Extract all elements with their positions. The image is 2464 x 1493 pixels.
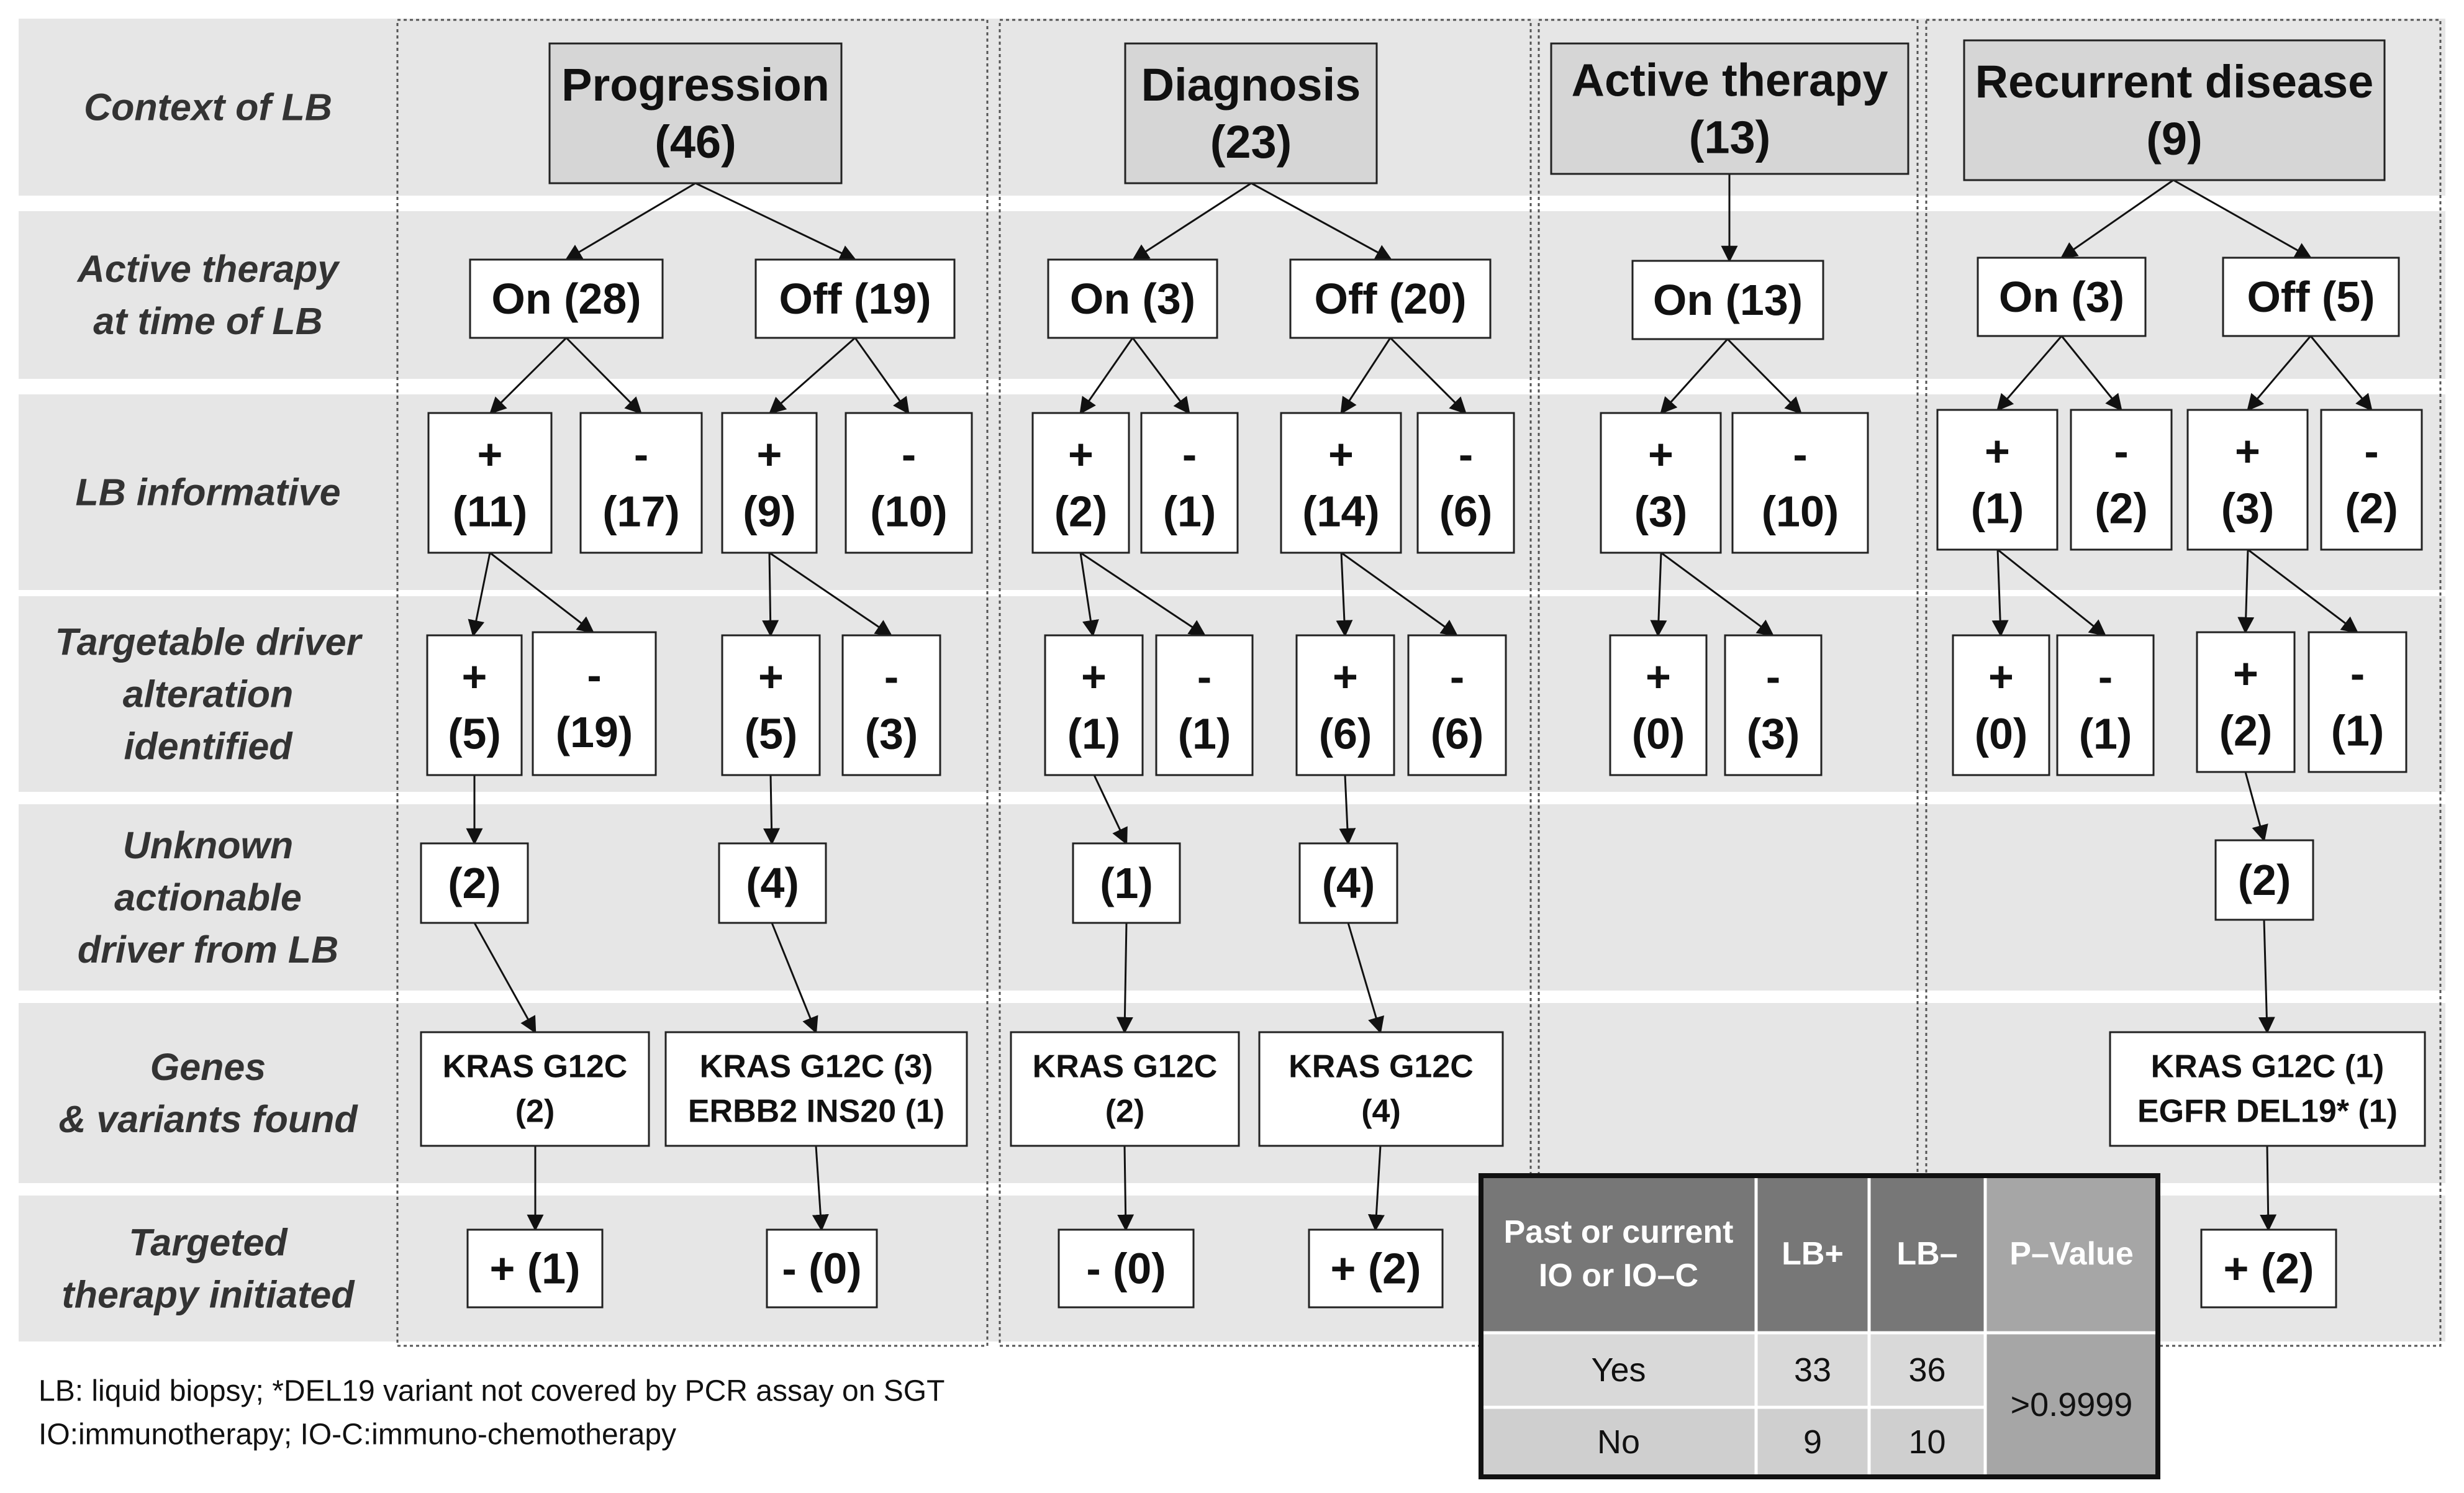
node-a-on-i-neg <box>1732 413 1868 553</box>
node-text-p-on-i-pos-1: + <box>477 430 503 479</box>
node-text-d-on-t-neg-1: - <box>1197 652 1212 701</box>
node-p-on-t-pos <box>427 635 522 775</box>
node-p-off-i-pos <box>722 413 817 553</box>
node-text-d-off-t-neg-2: (6) <box>1430 709 1484 758</box>
node-text-p-on-g-2: (2) <box>515 1093 555 1130</box>
footnote-1: LB: liquid biopsy; *DEL19 variant not covered by PCR assay on SGT <box>38 1374 945 1408</box>
node-text-p-off-g-2: ERBB2 INS20 (1) <box>687 1093 945 1130</box>
node-text-prog-2: (46) <box>654 116 736 168</box>
node-text-d-off-g-1: KRAS G12C <box>1289 1048 1474 1085</box>
node-p-on-x <box>468 1230 602 1307</box>
node-p-off-i-neg <box>846 413 972 553</box>
node-text-r-on-t-pos-2: (0) <box>1974 709 2028 758</box>
row-label-5-2: actionable <box>114 876 302 919</box>
node-a-on-t-neg <box>1725 635 1821 775</box>
node-text-p-off-t-neg-1: - <box>884 652 899 701</box>
node-r-off-t-pos <box>2197 632 2294 772</box>
node-text-p-off-i-neg-1: - <box>901 430 917 479</box>
node-r-on-i-pos <box>1937 410 2057 550</box>
row-label-5-3: driver from LB <box>77 928 339 971</box>
arrow-p-off-t-pos-37 <box>771 775 772 843</box>
table-header-col-2: LB+ <box>1782 1236 1844 1272</box>
node-a-on <box>1633 261 1823 339</box>
node-text-d-off-t-pos-2: (6) <box>1318 709 1372 758</box>
node-a-on-t-pos <box>1610 635 1706 775</box>
node-text-p-on-1: On (28) <box>491 275 641 323</box>
node-text-p-on-t-neg-2: (19) <box>555 708 633 756</box>
node-act <box>1551 43 1908 174</box>
table-cell-1-1: Yes <box>1591 1351 1646 1389</box>
node-text-d-off-i-neg-1: - <box>1458 430 1474 479</box>
node-text-a-on-t-neg-2: (3) <box>1746 709 1800 758</box>
node-text-r-on-1: On (3) <box>1998 273 2125 321</box>
node-d-on-u <box>1073 843 1180 923</box>
node-text-p-on-i-pos-2: (11) <box>452 487 528 536</box>
node-d-on <box>1048 260 1217 338</box>
node-text-d-off-i-pos-2: (14) <box>1302 487 1380 536</box>
node-p-on-g <box>421 1032 649 1146</box>
node-text-r-off-x-1: + (2) <box>2223 1244 2314 1293</box>
node-p-on-i-neg <box>581 413 702 553</box>
node-text-a-on-i-neg-1: - <box>1793 430 1808 479</box>
node-text-p-off-x-1: - (0) <box>782 1244 862 1293</box>
table-pvalue: >0.9999 <box>2010 1386 2133 1423</box>
node-text-r-on-i-pos-2: (1) <box>1970 484 2024 533</box>
node-text-p-on-g-1: KRAS G12C <box>442 1048 628 1085</box>
row-label-1-1: Context of LB <box>84 86 332 129</box>
node-r-off-i-pos <box>2188 410 2308 550</box>
node-text-d-on-t-pos-1: + <box>1081 652 1107 701</box>
node-text-a-on-1: On (13) <box>1652 276 1803 324</box>
node-r-on-i-neg <box>2071 410 2172 550</box>
node-text-p-off-1: Off (19) <box>779 275 931 323</box>
node-p-off-t-pos <box>722 635 820 775</box>
node-text-a-on-i-neg-2: (10) <box>1761 487 1839 536</box>
row-label-2-2: at time of LB <box>93 300 323 342</box>
node-d-off-g <box>1259 1032 1503 1146</box>
node-d-off-u <box>1300 843 1397 923</box>
node-text-act-1: Active therapy <box>1571 54 1888 106</box>
row-label-4-1: Targetable driver <box>55 620 361 663</box>
node-text-d-on-t-pos-2: (1) <box>1067 709 1121 758</box>
table-header-context-1: Past or current <box>1503 1214 1734 1250</box>
table-header-context-2: IO or IO–C <box>1538 1258 1699 1294</box>
node-text-r-on-t-pos-1: + <box>1988 652 2014 701</box>
node-text-r-on-i-neg-1: - <box>2114 427 2129 476</box>
node-text-d-off-i-neg-2: (6) <box>1439 487 1493 536</box>
node-text-d-off-g-2: (4) <box>1361 1093 1401 1130</box>
node-text-d-on-i-neg-1: - <box>1182 430 1197 479</box>
node-d-off-i-pos <box>1281 413 1401 553</box>
node-rec <box>1964 40 2385 180</box>
node-text-d-on-t-neg-2: (1) <box>1177 709 1231 758</box>
node-p-on-t-neg <box>533 632 656 775</box>
node-r-on-t-pos <box>1953 635 2049 775</box>
node-text-r-off-1: Off (5) <box>2247 273 2375 321</box>
node-text-r-off-i-pos-1: + <box>2235 427 2260 476</box>
table-cell-2-2: 9 <box>1803 1423 1823 1461</box>
node-text-d-on-g-1: KRAS G12C <box>1032 1048 1218 1085</box>
io-comparison-table <box>1481 1176 2158 1477</box>
table-header-col-3: LB– <box>1896 1236 1958 1272</box>
node-text-p-off-t-pos-2: (5) <box>744 709 798 758</box>
node-r-off-x <box>2201 1230 2336 1307</box>
node-text-p-off-t-neg-2: (3) <box>864 709 918 758</box>
node-text-r-off-t-neg-1: - <box>2350 649 2365 698</box>
table-cell-1-3: 36 <box>1908 1351 1946 1389</box>
node-text-r-on-i-pos-1: + <box>1985 427 2010 476</box>
node-text-p-on-t-pos-2: (5) <box>448 709 501 758</box>
node-text-r-off-i-neg-1: - <box>2364 427 2379 476</box>
node-d-off-t-pos <box>1297 635 1394 775</box>
node-text-a-on-t-neg-1: - <box>1765 652 1781 701</box>
node-r-off-t-neg <box>2309 632 2406 772</box>
node-diag <box>1125 43 1377 183</box>
row-label-6-1: Genes <box>150 1046 266 1088</box>
node-text-p-on-t-pos-1: + <box>461 652 487 701</box>
node-text-p-off-g-1: KRAS G12C (3) <box>699 1048 933 1085</box>
node-p-on <box>470 260 663 338</box>
node-text-r-off-g-2: EGFR DEL19* (1) <box>2137 1093 2398 1130</box>
table-cell-2-3: 10 <box>1908 1423 1946 1461</box>
node-text-d-off-t-pos-1: + <box>1333 652 1358 701</box>
node-text-act-2: (13) <box>1688 111 1771 163</box>
node-text-a-on-t-pos-2: (0) <box>1631 709 1685 758</box>
node-text-r-off-t-neg-2: (1) <box>2330 706 2385 755</box>
node-text-p-off-i-pos-2: (9) <box>743 487 796 536</box>
node-text-a-on-i-pos-1: + <box>1648 430 1674 479</box>
node-r-on-t-neg <box>2057 635 2154 775</box>
row-label-5-1: Unknown <box>122 824 294 866</box>
node-text-prog-1: Progression <box>561 59 830 111</box>
node-text-r-on-t-neg-1: - <box>2098 652 2113 701</box>
row-label-7-2: therapy initiated <box>61 1273 355 1316</box>
node-text-p-on-u-1: (2) <box>448 859 501 907</box>
node-d-on-t-pos <box>1045 635 1143 775</box>
node-text-d-on-x-1: - (0) <box>1086 1244 1166 1293</box>
node-text-d-off-1: Off (20) <box>1314 275 1467 323</box>
node-d-off-t-neg <box>1408 635 1506 775</box>
arrow-d-on-g-48 <box>1125 1146 1126 1230</box>
node-text-p-on-t-neg-1: - <box>587 651 602 699</box>
node-text-rec-2: (9) <box>2146 113 2203 165</box>
table-cell-2-1: No <box>1597 1423 1641 1461</box>
node-text-r-off-g-1: KRAS G12C (1) <box>2150 1048 2385 1085</box>
node-text-p-on-i-neg-1: - <box>633 430 649 479</box>
node-p-on-i-pos <box>428 413 551 553</box>
node-text-diag-1: Diagnosis <box>1141 59 1361 111</box>
row-label-4-2: alteration <box>122 673 294 715</box>
node-d-on-g <box>1011 1032 1239 1146</box>
node-p-off-g <box>666 1032 967 1146</box>
node-d-on-x <box>1059 1230 1194 1307</box>
node-d-off-i-neg <box>1418 413 1514 553</box>
row-label-4-3: identified <box>124 725 292 768</box>
node-text-d-on-i-pos-1: + <box>1068 430 1094 479</box>
node-text-d-on-u-1: (1) <box>1100 859 1153 907</box>
row-label-2-1: Active therapy <box>77 248 339 290</box>
node-prog <box>550 43 841 183</box>
node-d-off <box>1290 260 1490 338</box>
node-a-on-i-pos <box>1601 413 1721 553</box>
node-text-diag-2: (23) <box>1210 116 1292 168</box>
node-d-on-t-neg <box>1156 635 1252 775</box>
node-text-d-on-g-2: (2) <box>1105 1093 1145 1130</box>
node-text-d-off-x-1: + (2) <box>1330 1244 1421 1293</box>
node-text-r-off-t-pos-2: (2) <box>2219 706 2273 755</box>
node-p-off <box>756 260 954 338</box>
row-label-7-1: Targeted <box>129 1221 288 1264</box>
node-text-d-off-u-1: (4) <box>1321 859 1375 907</box>
node-text-r-off-t-pos-1: + <box>2233 649 2258 698</box>
node-r-off-g <box>2110 1032 2425 1146</box>
node-text-p-off-i-neg-2: (10) <box>870 487 948 536</box>
node-text-r-on-i-neg-2: (2) <box>2095 484 2148 533</box>
node-d-off-x <box>1309 1230 1443 1307</box>
node-p-off-x <box>767 1230 877 1307</box>
node-text-d-on-1: On (3) <box>1069 275 1196 323</box>
row-band-5 <box>19 804 2445 991</box>
node-text-d-off-t-neg-1: - <box>1449 652 1465 701</box>
node-r-off-u <box>2216 840 2313 920</box>
node-text-p-on-x-1: + (1) <box>489 1244 581 1293</box>
node-text-r-off-i-pos-2: (3) <box>2221 484 2275 533</box>
footnotes <box>38 1375 944 1451</box>
node-p-off-u <box>719 843 826 923</box>
node-text-p-off-t-pos-1: + <box>758 652 784 701</box>
footnote-2: IO:immunotherapy; IO-C:immuno-chemotherapy <box>38 1418 677 1451</box>
node-text-p-off-i-pos-1: + <box>756 430 782 479</box>
node-r-on <box>1978 258 2145 336</box>
node-text-a-on-t-pos-1: + <box>1646 652 1671 701</box>
node-d-on-i-pos <box>1033 413 1129 553</box>
node-text-a-on-i-pos-2: (3) <box>1634 487 1688 536</box>
row-label-3-1: LB informative <box>75 471 341 514</box>
node-text-p-on-i-neg-2: (17) <box>602 487 680 536</box>
node-p-on-u <box>421 843 528 923</box>
arrow-p-off-i-pos-24 <box>769 553 771 635</box>
node-p-off-t-neg <box>843 635 940 775</box>
node-text-d-off-i-pos-1: + <box>1328 430 1354 479</box>
table-cell-1-2: 33 <box>1793 1351 1832 1389</box>
row-label-6-2: & variants found <box>58 1098 358 1140</box>
node-text-r-off-i-neg-2: (2) <box>2345 484 2398 533</box>
node-text-rec-1: Recurrent disease <box>1975 56 2374 107</box>
node-r-off <box>2223 258 2399 336</box>
node-d-on-i-neg <box>1141 413 1238 553</box>
node-text-r-on-t-neg-2: (1) <box>2078 709 2132 758</box>
node-text-r-off-u-1: (2) <box>2237 856 2291 904</box>
table-header-col-4: P–Value <box>2009 1236 2134 1272</box>
node-text-d-on-i-neg-2: (1) <box>1162 487 1216 536</box>
node-text-p-off-u-1: (4) <box>746 859 799 907</box>
node-r-off-i-neg <box>2321 410 2422 550</box>
arrow-r-off-g-50 <box>2267 1146 2268 1230</box>
node-text-d-on-i-pos-2: (2) <box>1054 487 1108 536</box>
